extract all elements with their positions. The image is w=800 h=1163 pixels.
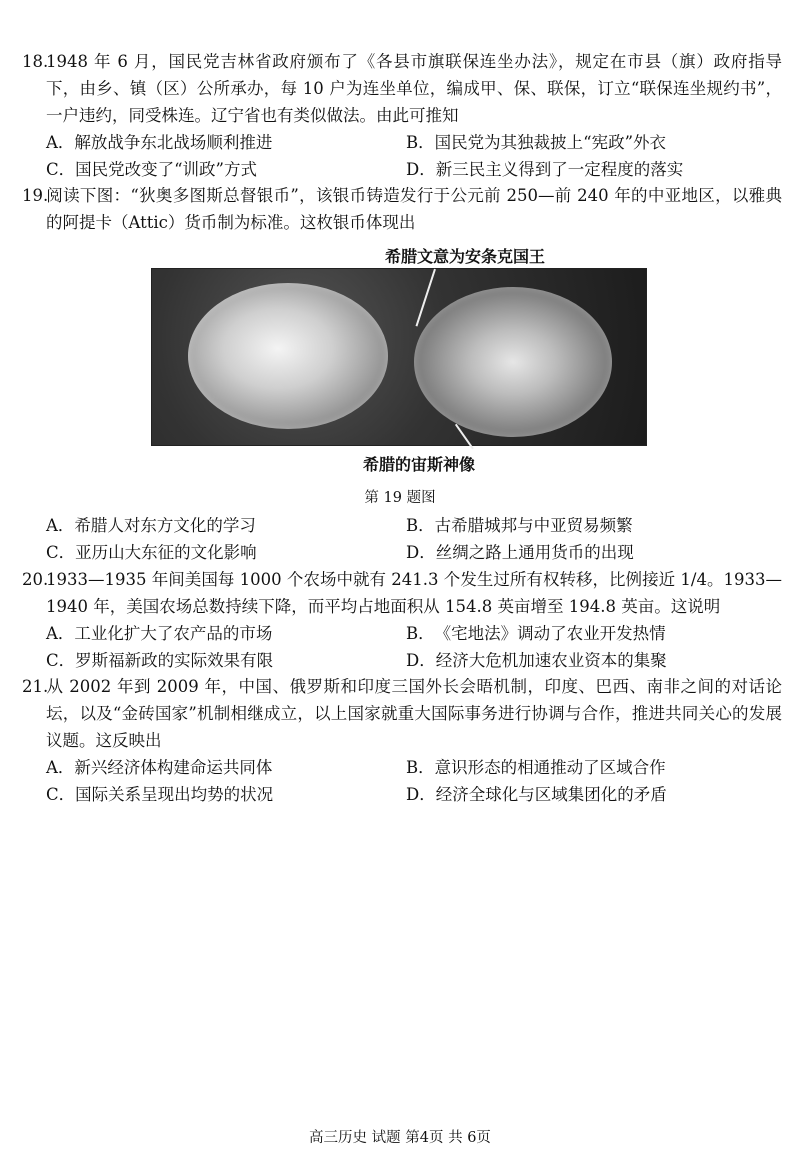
option-a[interactable] [46,512,406,539]
question-20 [22,566,782,674]
option-letter: A． [46,758,75,777]
option-d[interactable] [406,781,766,808]
question-19-options [22,512,782,566]
option-b[interactable] [406,512,766,539]
question-19 [22,182,782,236]
coin-figure [145,244,665,476]
figure-caption-bottom: 希腊的宙斯神像 [363,455,476,474]
option-c[interactable] [46,647,406,674]
option-letter: C． [46,651,76,670]
option-d[interactable] [406,647,766,674]
option-letter: B． [406,516,435,535]
option-letter: B． [406,758,435,777]
option-c[interactable] [46,781,406,808]
option-text: 新三民主义得到了一定程度的落实 [435,160,684,179]
option-text: 亚历山大东征的文化影响 [75,543,257,562]
option-letter: A． [46,516,75,535]
option-text: 《宅地法》调动了农业开发热情 [434,624,666,643]
option-letter: C． [46,160,76,179]
option-text: 希腊人对东方文化的学习 [74,516,256,535]
option-letter: B． [406,133,435,152]
coin-photo [151,268,647,446]
option-letter: A． [46,133,75,152]
option-letter: C． [46,543,76,562]
option-text: 国际关系呈现出均势的状况 [75,785,274,804]
question-stem [22,673,782,754]
coin-reverse [414,287,612,437]
option-text: 解放战争东北战场顺利推进 [74,133,273,152]
question-number: 18. [22,52,49,71]
options-list [22,512,782,566]
option-c[interactable] [46,156,406,183]
question-18 [22,48,782,183]
option-letter: D． [406,543,436,562]
option-text: 经济大危机加速农业资本的集聚 [435,651,667,670]
option-a[interactable] [46,754,406,781]
question-stem [22,566,782,620]
option-text: 古希腊城邦与中亚贸易频繁 [434,516,633,535]
option-text: 罗斯福新政的实际效果有限 [75,651,274,670]
option-c[interactable] [46,539,406,566]
question-21 [22,673,782,808]
option-letter: D． [406,160,436,179]
option-text: 国民党为其独裁披上“宪政”外衣 [434,133,667,152]
options-list [22,620,782,674]
option-text: 意识形态的相通推动了区域合作 [434,758,666,777]
question-text: 从 2002 年到 2009 年，中国、俄罗斯和印度三国外长会晤机制，印度、巴西、南非之间的对话论坛，以及“金砖国家”机制相继成立，以上国家就重大国际事务进行协调与合作，推进共同关心的发展议题。这反映出 [46,677,782,750]
question-number: 19. [22,186,49,205]
question-stem [22,182,782,236]
option-letter: C． [46,785,76,804]
question-text: 阅读下图：“狄奥多图斯总督银币”，该银币铸造发行于公元前 250—前 240 年的中亚地区，以雅典的阿提卡（Attic）货币制为标准。这枚银币体现出 [46,186,782,232]
figure-label: 第 19 题图 [364,490,436,506]
option-letter: D． [406,651,436,670]
coin-obverse [188,283,388,429]
question-number: 20. [22,570,49,589]
option-letter: B． [406,624,435,643]
option-text: 经济全球化与区域集团化的矛盾 [435,785,667,804]
option-b[interactable] [406,754,766,781]
option-text: 国民党改变了“训政”方式 [75,160,257,179]
page-footer: 高三历史 试题 第4页 共 6页 [309,1130,491,1146]
option-b[interactable] [406,129,766,156]
question-text: 1933—1935 年间美国每 1000 个农场中就有 241.3 个发生过所有权转移，比例接近 1/4。1933—1940 年，美国农场总数持续下降，而平均占地面积从 154.8 英亩增至 194.8 英亩。这说明 [46,570,782,616]
option-letter: A． [46,624,75,643]
option-a[interactable] [46,129,406,156]
option-d[interactable] [406,156,766,183]
option-text: 新兴经济体构建命运共同体 [74,758,273,777]
question-text: 1948 年 6 月，国民党吉林省政府颁布了《各县市旗联保连坐办法》，规定在市县（旗）政府指导下，由乡、镇（区）公所承办，每 10 户为连坐单位，编成甲、保、联保，订立“联保连坐规约书”，一户违约，同受株连。辽宁省也有类似做法。由此可推知 [46,52,782,125]
option-text: 丝绸之路上通用货币的出现 [435,543,634,562]
option-text: 工业化扩大了农产品的市场 [74,624,273,643]
options-list [22,754,782,808]
question-number: 21. [22,677,49,696]
option-letter: D． [406,785,436,804]
figure-caption-top: 希腊文意为安条克国王 [385,247,546,266]
options-list [22,129,782,183]
question-stem [22,48,782,129]
option-d[interactable] [406,539,766,566]
option-b[interactable] [406,620,766,647]
option-a[interactable] [46,620,406,647]
